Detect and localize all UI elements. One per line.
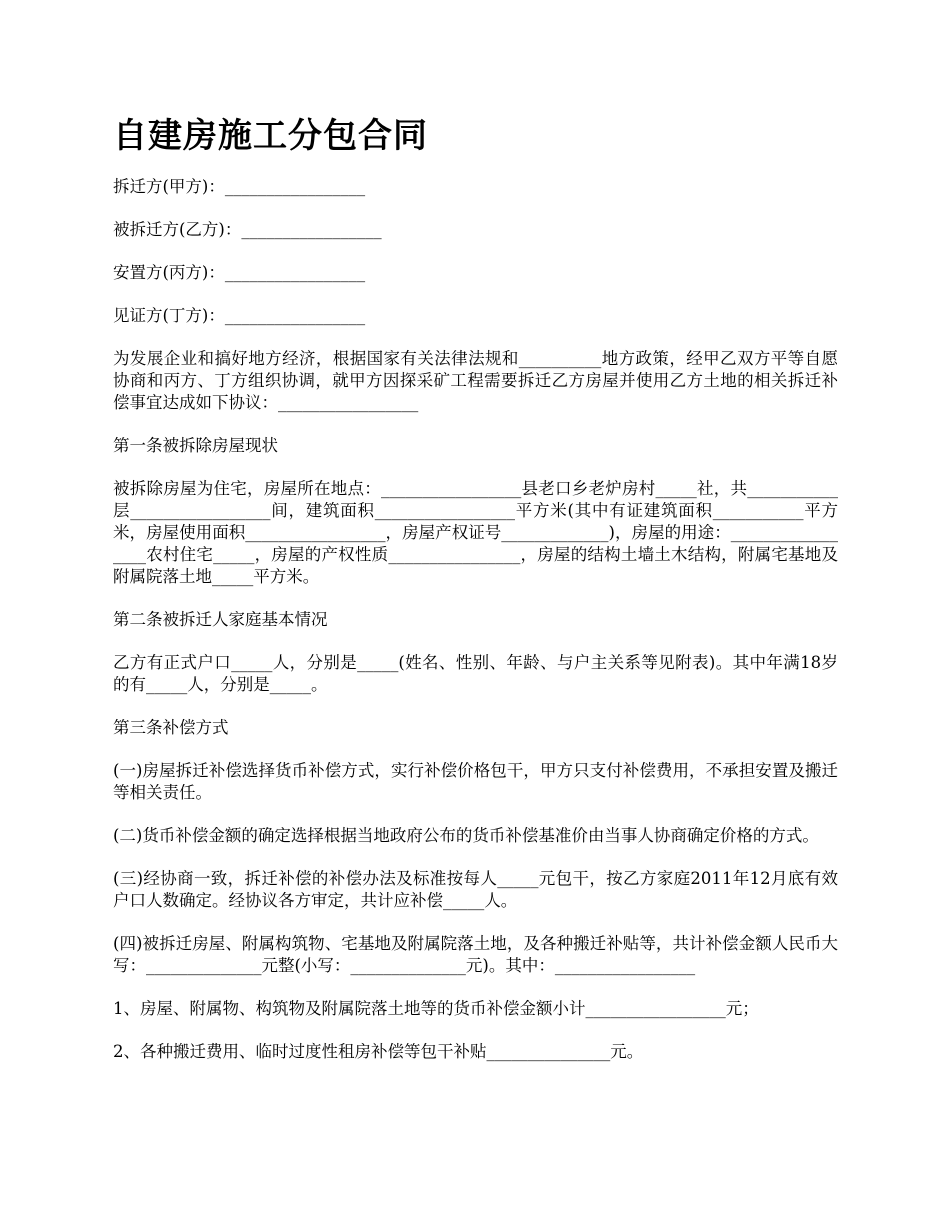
party-b-line: 被拆迁方(乙方)：_________________ [113,220,382,239]
article-3-item-2: (二)货币补偿金额的确定选择根据当地政府公布的货币补偿基准价由当事人协商确定价格的方式。 [113,826,819,845]
article-3-item-4: (四)被拆迁房屋、附属构筑物、宅基地及附属院落土地，及各种搬迁补贴等，共计补偿金额人民币大写：______________元整(小写：______________元)。其中：_________________ [113,934,838,975]
article-1-heading: 第一条被拆除房屋现状 [113,436,278,455]
article-1-body: 被拆除房屋为住宅，房屋所在地点：_________________县老口乡老炉房村_____社，共___________层_________________间，建筑面积_________________平方米(其中有证建筑面积___________平方米，房屋使用面积_________________，房屋产权证号_____________)，房屋的用途：_________________农村住宅_____，房屋的产权性质________________，房屋的结构土墙土木结构，附属宅基地及附属院落土地_____平方米。 [113,479,838,586]
article-3-item-3: (三)经协商一致，拆迁补偿的补偿办法及标准按每人_____元包干，按乙方家庭2011年12月底有效户口人数确定。经协议各方审定，共计应补偿_____人。 [113,869,838,910]
article-2-heading: 第二条被拆迁人家庭基本情况 [113,610,328,629]
compensation-subtotal-1: 1、房屋、附属物、构筑物及附属院落土地等的货币补偿金额小计_________________元； [113,999,759,1018]
preamble-paragraph: 为发展企业和搞好地方经济，根据国家有关法律法规和__________地方政策，经甲乙双方平等自愿协商和丙方、丁方组织协调，就甲方因探采矿工程需要拆迁乙方房屋并使用乙方土地的相关拆迁补偿事宜达成如下协议：_________________ [113,349,838,412]
document-page [113,112,838,1063]
document-title: 自建房施工分包合同 [113,116,428,156]
party-a-line: 拆迁方(甲方)：_________________ [113,177,366,196]
article-3-heading: 第三条补偿方式 [113,718,229,737]
article-2-body: 乙方有正式户口_____人，分别是_____(姓名、性别、年龄、与户主关系等见附表)。其中年满18岁的有_____人，分别是_____。 [113,653,838,694]
party-d-line: 见证方(丁方)：_________________ [113,306,366,325]
compensation-subtotal-2: 2、各种搬迁费用、临时过度性租房补偿等包干补贴_______________元。 [113,1042,644,1061]
party-c-line: 安置方(丙方)：_________________ [113,263,366,282]
article-3-item-1: (一)房屋拆迁补偿选择货币补偿方式，实行补偿价格包干，甲方只支付补偿费用，不承担安置及搬迁等相关责任。 [113,761,838,802]
